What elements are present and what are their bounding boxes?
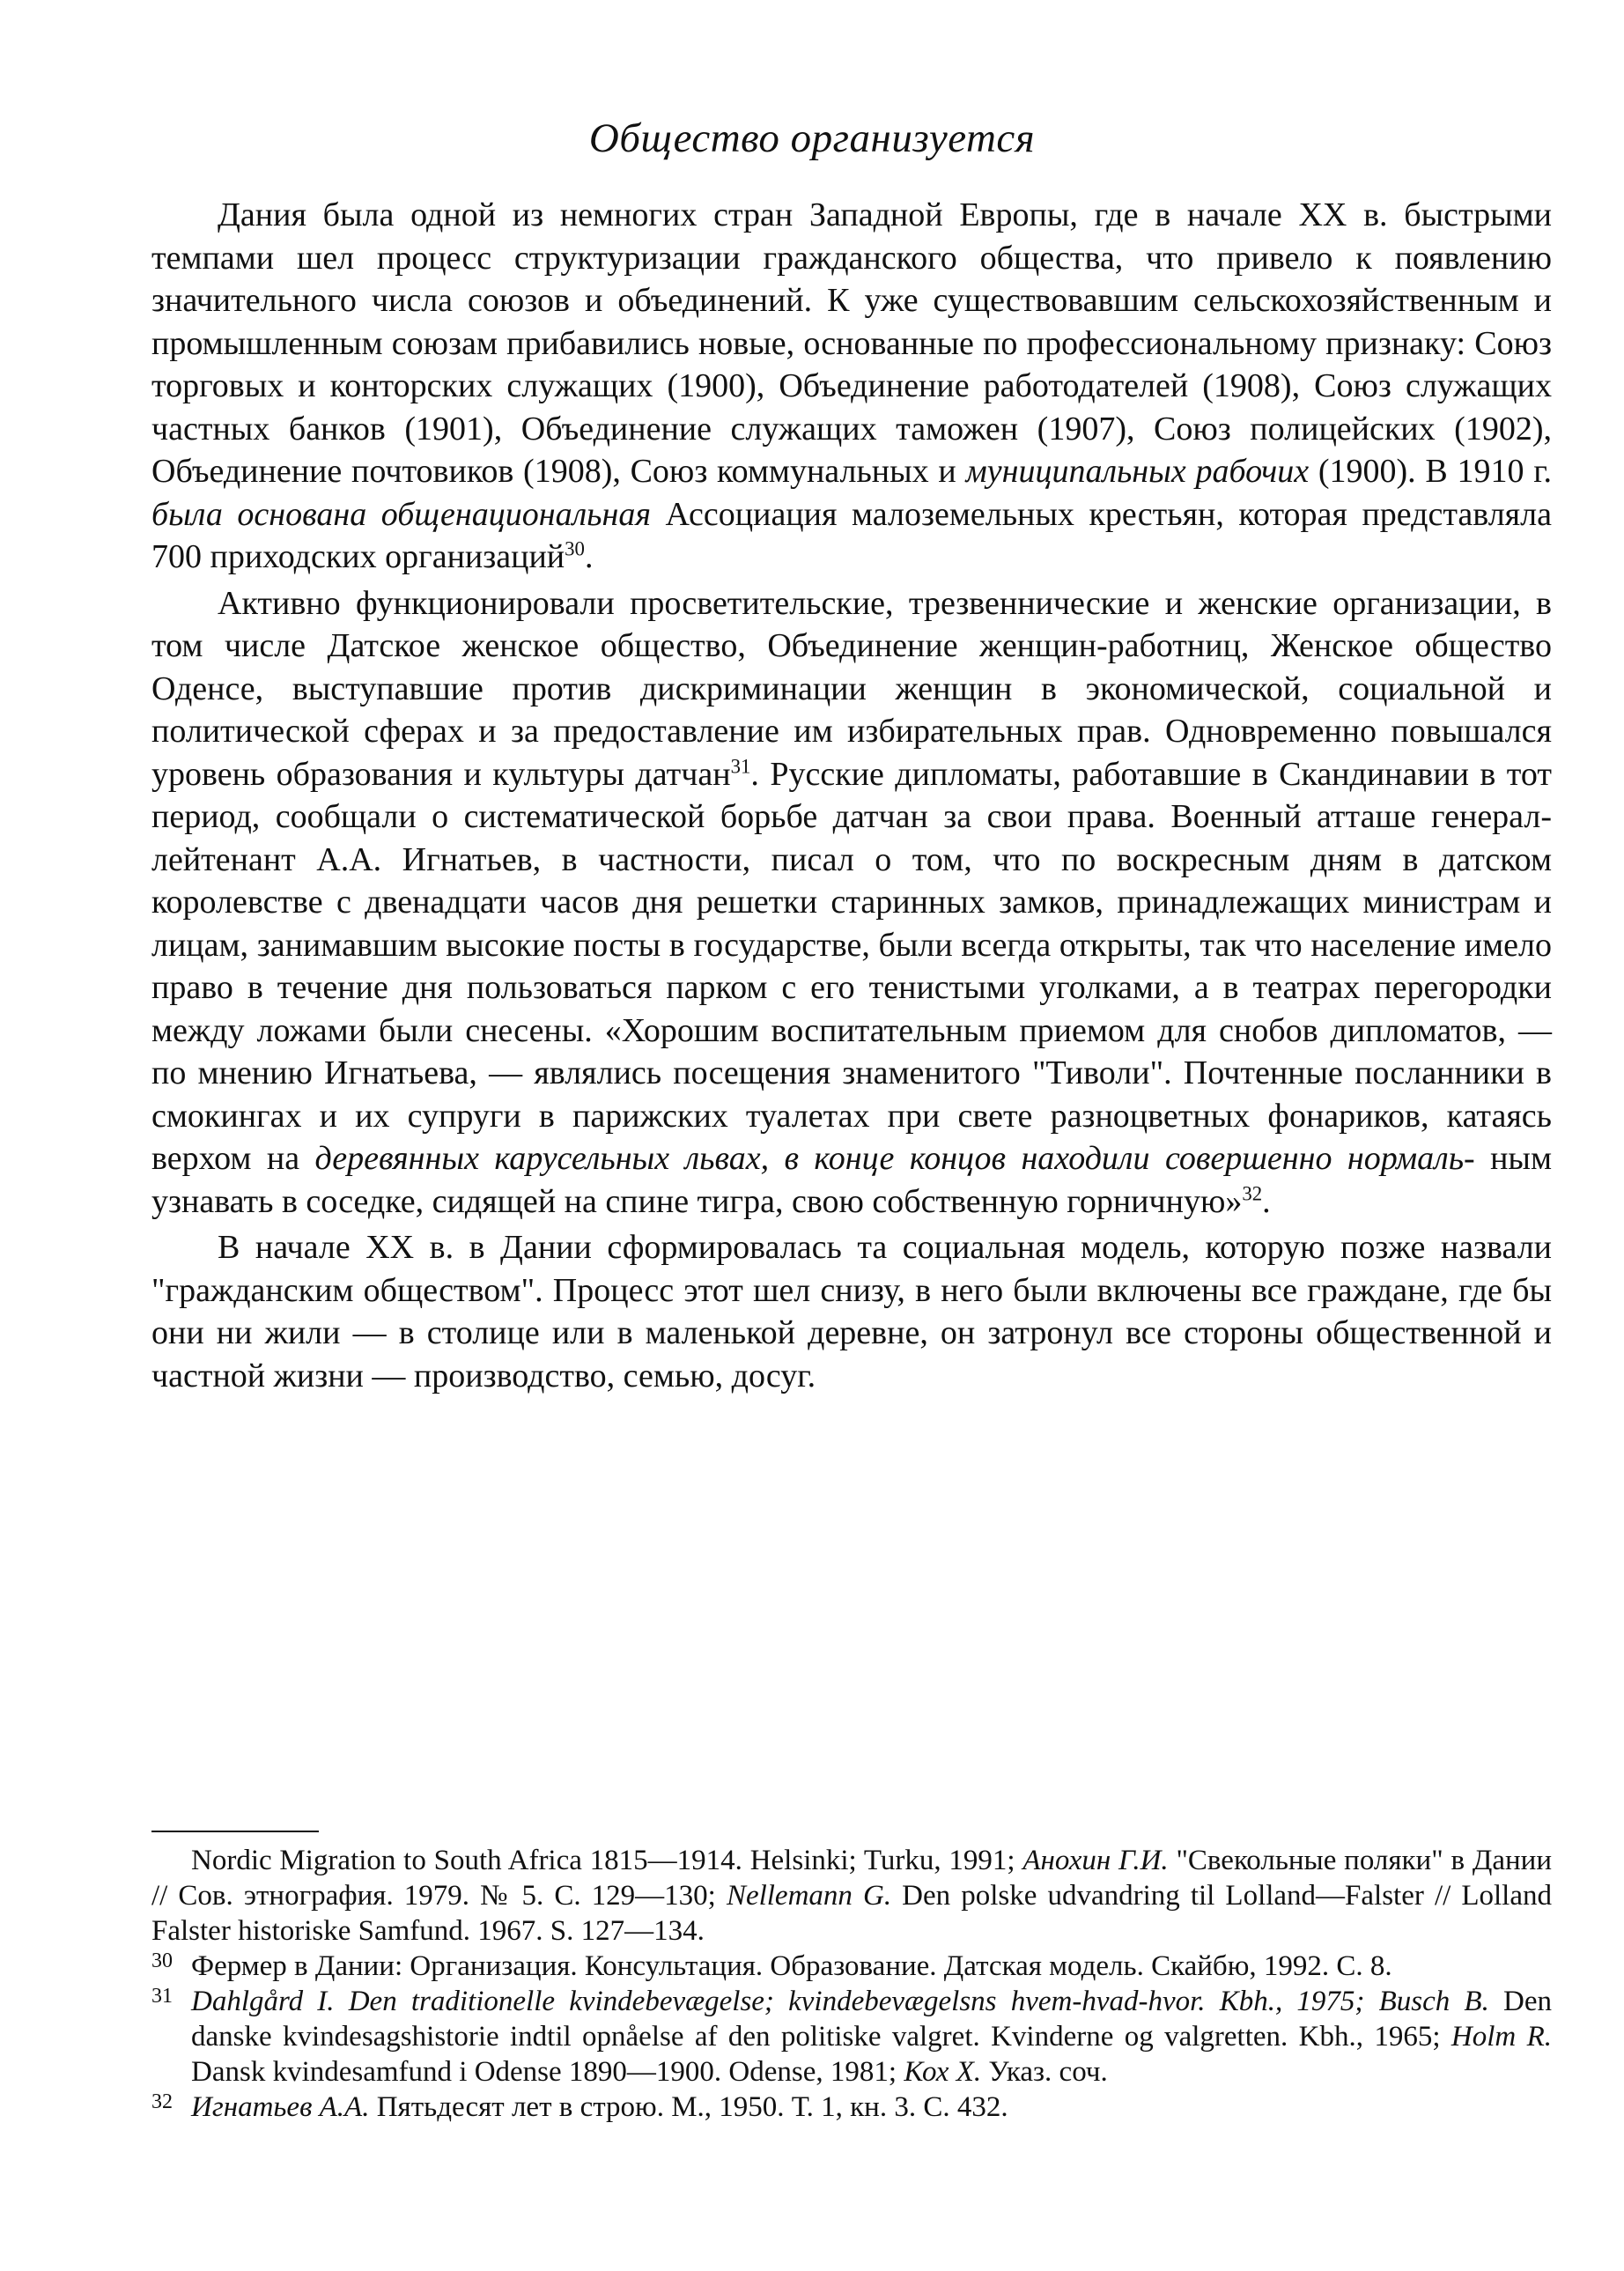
footnote-number: 31 (151, 1985, 173, 2008)
footnote-text: Den danske kvindesagshistorie indtil opnåelse af den politiske valgret. Kvinderne og valgretten. Kbh., 1965; (191, 1986, 1553, 2053)
paragraph-italic-text: деревянных карусельных львах, в конце концов находили совершенно нормаль- (314, 1140, 1475, 1177)
footnote-text: "Свекольные поляки" в Дании // Сов. этнография. 1979. № 5. С. 129—130; (151, 1845, 1552, 1912)
footnote-text: Den traditionelle kvindebevægelse; kvindebevægelsns hvem-hvad-hvor. Kbh., 1975; (334, 1986, 1379, 2017)
paragraph-text: Ассоциация малоземельных крестьян, которая представляла 700 приходских организаций (151, 495, 1552, 575)
footnote-number: 30 (151, 1949, 173, 1972)
footnote-ref-32[interactable]: 32 (1242, 1181, 1263, 1204)
paragraph-italic-text: была основана общенациональная (151, 495, 651, 533)
paragraph-italic-text: муниципальных рабочих (965, 453, 1310, 490)
footnote-32 (151, 2090, 1552, 2125)
footnote-author: Кох Х. (904, 2056, 982, 2088)
footnote-continuation (151, 1843, 1552, 1949)
footnotes (151, 1843, 1552, 2125)
paragraph-text: Активно функционировали просветительские, трезвеннические и женские организации, в том числе Датское женское общество, Объединение женщин-работниц, Женское общество Оденсе, выступавшие против дискриминации женщин в экономической, социальной и политической сферах и за предоставление им избирательных прав. Одновременно повышался уровень образования и культуры датчан (151, 584, 1552, 793)
footnote-author: Игнатьев А.А. (191, 2091, 370, 2123)
paragraph-text: . (584, 538, 594, 575)
footnote-author: Holm R. (1451, 2021, 1552, 2053)
paragraph-text: . (1262, 1182, 1271, 1220)
footnote-text: Den polske udvandring til Lolland—Falster // Lolland Falster historiske Samfund. 1967. S. 127—134. (151, 1880, 1552, 1947)
footnote-author: Dahlgård I. (191, 1986, 335, 2017)
paragraph-text: ным узнавать в соседке, сидящей на спине тигра, свою собственную горничную» (151, 1140, 1552, 1220)
paragraph-2 (151, 582, 1552, 1224)
footnote-author: Nellemann G. (726, 1880, 892, 1912)
paragraph-1 (151, 194, 1552, 579)
footnote-divider (151, 1831, 319, 1832)
paragraph-text: . Русские дипломаты, работавшие в Скандинавии в тот период, сообщали о систематической борьбе датчан за свои права. Военный атташе генерал-лейтенант А.А. Игнатьев, в частности, писал о том, что по воскресным дням в датском королевстве с двенадцати часов дня решетки старинных замков, принадлежащих министрам и лицам, занимавшим высокие посты в государстве, были всегда открыты, так что население имело право в течение дня пользоваться парком с его тенистыми уголками, а в театрах перегородки между ложами были снесены. «Хорошим воспитательным приемом для снобов дипломатов, — по мнению Игнатьева, — являлись посещения знаменитого "Тиволи". Почтенные посланники в смокингах и их супруги в парижских туалетах при свете разноцветных фонариков, катаясь верхом на (151, 755, 1552, 1177)
footnote-text: Пятьдесят лет в строю. М., 1950. Т. 1, кн. 3. С. 432. (369, 2091, 1008, 2123)
footnote-31 (151, 1984, 1552, 2090)
footnote-ref-30[interactable]: 30 (565, 537, 585, 560)
footnote-number: 32 (151, 2090, 173, 2113)
page-title: Общество организуется (588, 115, 1036, 161)
footnote-ref-31[interactable]: 31 (730, 754, 751, 777)
footnote-text: Указ. соч. (981, 2056, 1108, 2088)
footnote-text: Фермер в Дании: Организация. Консультация. Образование. Датская модель. Скайбю, 1992. С. 8. (191, 1950, 1392, 1982)
footnote-text: Nordic Migration to South Africa 1815—1914. Helsinki; Turku, 1991; (191, 1845, 1023, 1876)
paragraph-text: (1900). В 1910 г. (1309, 453, 1552, 490)
footnote-30 (151, 1949, 1552, 1984)
paragraph-text: Дания была одной из немногих стран Западной Европы, где в начале XX в. быстрыми темпами шел процесс структуризации гражданского общества, что привело к появлению значительного числа союзов и объединений. К уже существовавшим сельскохозяйственным и промышленным союзам прибавились новые, основанные по профессиональному признаку: Союз торговых и конторских служащих (1900), Объединение работодателей (1908), Союз служащих частных банков (1901), Объединение служащих таможен (1907), Союз полицейских (1902), Объединение почтовиков (1908), Союз коммунальных и (151, 196, 1552, 490)
footnote-author: Busch B. (1378, 1986, 1489, 2017)
main-text (151, 194, 1552, 1397)
footnote-text: Dansk kvindesamfund i Odense 1890—1900. Odense, 1981; (191, 2056, 904, 2088)
footnote-author: Анохин Г.И. (1022, 1845, 1169, 1876)
paragraph-3: В начале XX в. в Дании сформировалась та социальная модель, которую позже назвали "гражданским обществом". Процесс этот шел снизу, в него были включены все граждане, где бы они ни жили — в столице или в маленькой деревне, он затронул все стороны общественной и частной жизни — производство, семью, досуг. (151, 1229, 1552, 1394)
